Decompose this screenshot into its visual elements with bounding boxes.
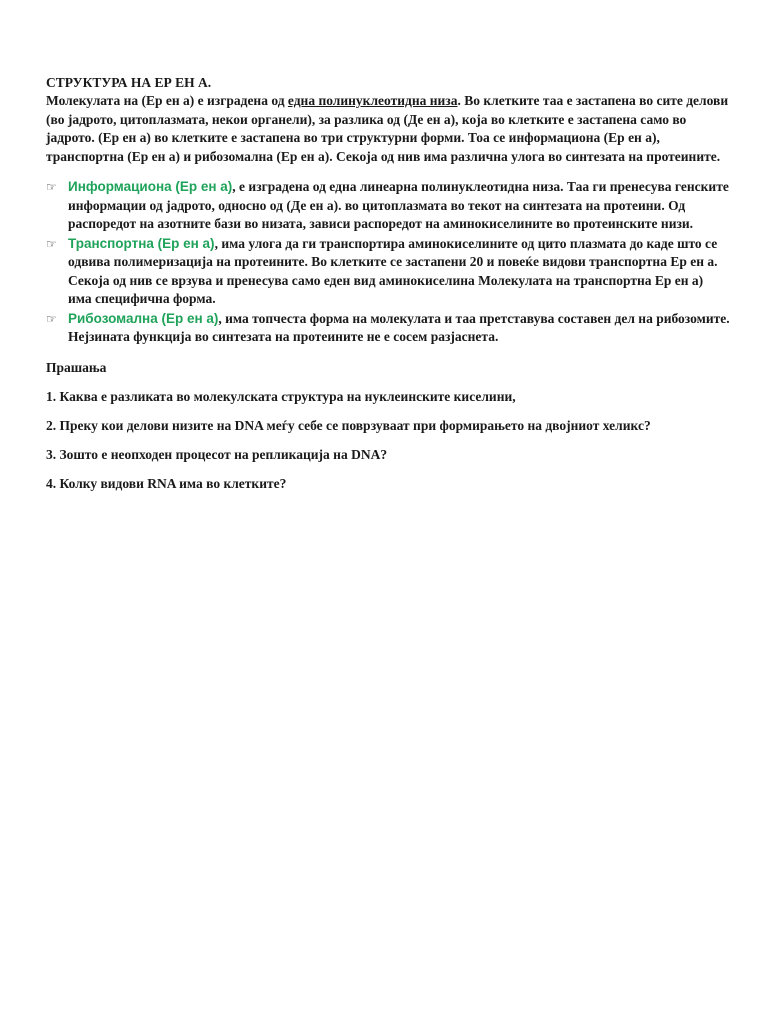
term-description: , има топчеста форма на молекулата и таа претставува составен дел на рибозомите. Нејзината функција во синтезата на протеините не е сосем разјаснета. <box>68 310 730 344</box>
term-label: Информациона (Ер ен а) <box>68 179 233 194</box>
bullet-item-ribosomal <box>46 310 730 347</box>
intro-paragraph <box>46 92 730 166</box>
question-item: 1. Каква е разликата во молекулската структура на нуклеинските киселини, <box>46 388 516 404</box>
intro-text-end: . Во клетките таа е застапена во сите делови (во јадрото, цитоплазмата, некои органели), за разлика од (Де ен а), која во клетките е застапена само во јадрото. (Ер ен а) во клетките е застапена во три структурни форми. Тоа се информациона (Ер ен а), транспортна (Ер ен а) и рибозомална (Ер ен а). Секоја од нив има различна улога во синтезата на протеините. <box>46 93 729 164</box>
bullet-item-informational <box>46 178 730 234</box>
bullet-text <box>68 310 730 347</box>
questions-title: Прашања <box>46 359 107 375</box>
bullet-item-transport <box>46 235 730 309</box>
question-item: 2. Преку кои делови низите на DNA меѓу себе се поврзуваат при формирањето на двојниот хеликс? <box>46 417 651 433</box>
intro-text-start: Молекулата на (Ер ен а) е изградена од <box>46 93 288 108</box>
question-item: 4. Колку видови RNA има во клетките? <box>46 475 287 491</box>
document-heading: СТРУКТУРА НА ЕР ЕН А. <box>46 75 212 90</box>
bullet-text <box>68 178 730 234</box>
underlined-phrase: една полинуклеотидна низа <box>287 93 458 108</box>
bullet-list <box>46 178 730 347</box>
pointing-hand-icon: ☞ <box>46 180 57 194</box>
document-page <box>46 74 730 493</box>
term-label: Рибозомална (Ер ен а) <box>68 310 219 326</box>
question-item: 3. Зошто е неопходен процесот на репликација на DNA? <box>46 446 388 462</box>
term-label: Транспортна (Ер ен а) <box>68 235 215 251</box>
pointing-hand-icon: ☞ <box>46 236 57 251</box>
bullet-text <box>68 235 730 309</box>
term-description: , има улога да ги транспортира аминокиселините од цито плазмата до каде што се одвива полимеризација на протеините. Во клетките се застапени 20 и повеќе видови транспортна Ер ен а. Секоја од нив се врзува и пренесува само еден вид аминокиселина Молекулата на транспортна Ер ен а) има специфична форма. <box>68 235 718 306</box>
term-description: , е изградена од една линеарна полинуклеотидна низа. Таа ги пренесува генските информации од јадрото, односно од (Де ен а). во цитоплазмата во текот на синтезата на протеини. Од распоредот на азотните бази во низата, зависи распоредот на аминокиселините во протеинските низи. <box>68 179 729 231</box>
pointing-hand-icon: ☞ <box>46 311 57 326</box>
